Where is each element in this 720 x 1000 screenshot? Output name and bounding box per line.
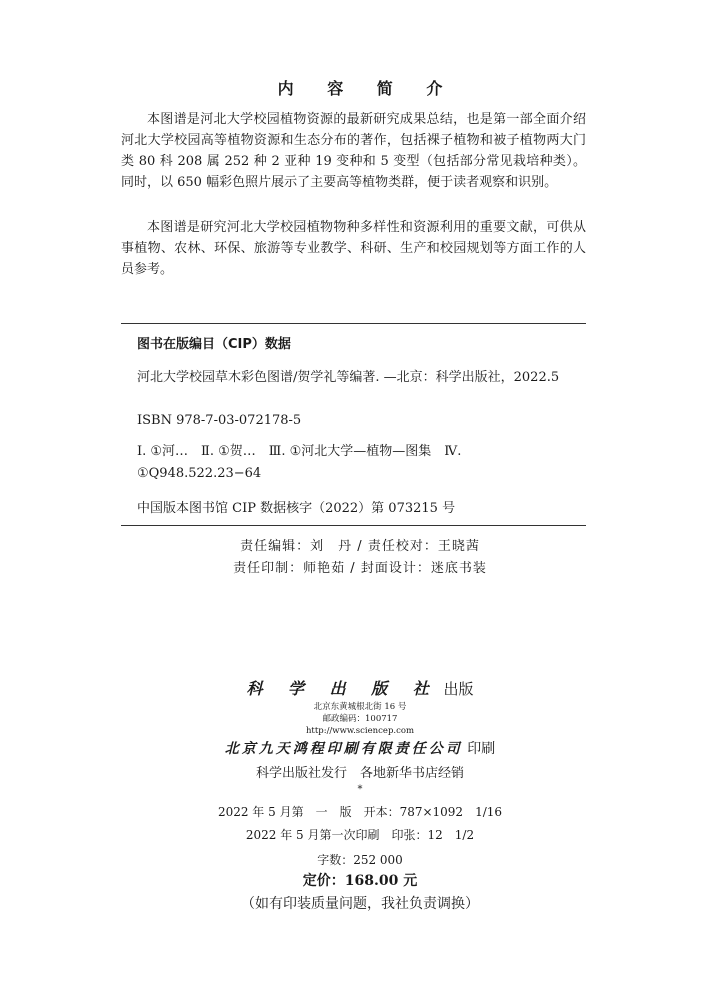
publisher-postcode: 邮政编码：100717 — [322, 714, 398, 724]
staff-line-production: 责任印制：师艳茹 / 封面设计：迷底书装 — [233, 561, 487, 576]
cip-classification: Ⅰ. ①河… Ⅱ. ①贺… Ⅲ. ①河北大学—植物—图集 Ⅳ. ①Q948.522.23−64 — [137, 444, 462, 481]
publisher-name: 科 学 出 版 社 — [246, 679, 439, 698]
price: 定价：168.00 元 — [302, 873, 418, 889]
printer-name: 北京九天鸿程印刷有限责任公司 — [224, 741, 463, 757]
cip-isbn: ISBN 978-7-03-072178-5 — [137, 413, 302, 428]
cip-top-divider — [121, 323, 586, 324]
publisher-website: http://www.sciencep.com — [305, 726, 415, 736]
print-line: 2022 年 5 月第一次印刷 印张：12 1/2 — [245, 828, 475, 842]
word-count: 字数：252 000 — [317, 853, 403, 867]
publisher-line — [0, 676, 720, 699]
quality-notice: （如有印装质量问题，我社负责调换） — [241, 896, 479, 912]
summary-paragraph-2: 本图谱是研究河北大学校园植物物种多样性和资源利用的重要文献，可供从事植物、农林、环保、旅游等专业教学、科研、生产和校园规划等方面工作的人员参考。 — [121, 220, 586, 277]
summary-paragraph-1: 本图谱是河北大学校园植物资源的最新研究成果总结，也是第一部全面介绍河北大学校园高等植物资源和生态分布的著作，包括裸子植物和被子植物两大门类 80 科 208 属 252 种 2 亚种 19 变种和 5 变型（包括部分常见栽培种类）。同时，以 650 幅彩色照片展示了主要高等植物类群，便于读者观察和识别。 — [121, 112, 586, 190]
edition-line: 2022 年 5 月第 一 版 开本：787×1092 1/16 — [217, 805, 503, 819]
summary-title: 内 容 简 介 — [277, 79, 457, 98]
publisher-suffix: 出版 — [443, 680, 474, 698]
cip-heading: 图书在版编目（CIP）数据 — [137, 337, 291, 352]
staff-line-editor: 责任编辑：刘 丹 / 责任校对：王晓茜 — [240, 539, 480, 554]
printer-line — [0, 738, 720, 758]
cip-entry: 河北大学校园草木彩色图谱/贺学礼等编著. —北京：科学出版社，2022.5 — [137, 370, 560, 385]
printer-suffix: 印刷 — [467, 741, 496, 757]
cip-bottom-divider — [121, 525, 586, 526]
separator-star: * — [357, 784, 363, 795]
distribution-line: 科学出版社发行 各地新华书店经销 — [255, 766, 464, 781]
publisher-address: 北京东黄城根北街 16 号 — [313, 702, 407, 712]
cip-record-number: 中国版本图书馆 CIP 数据核字（2022）第 073215 号 — [137, 501, 456, 516]
